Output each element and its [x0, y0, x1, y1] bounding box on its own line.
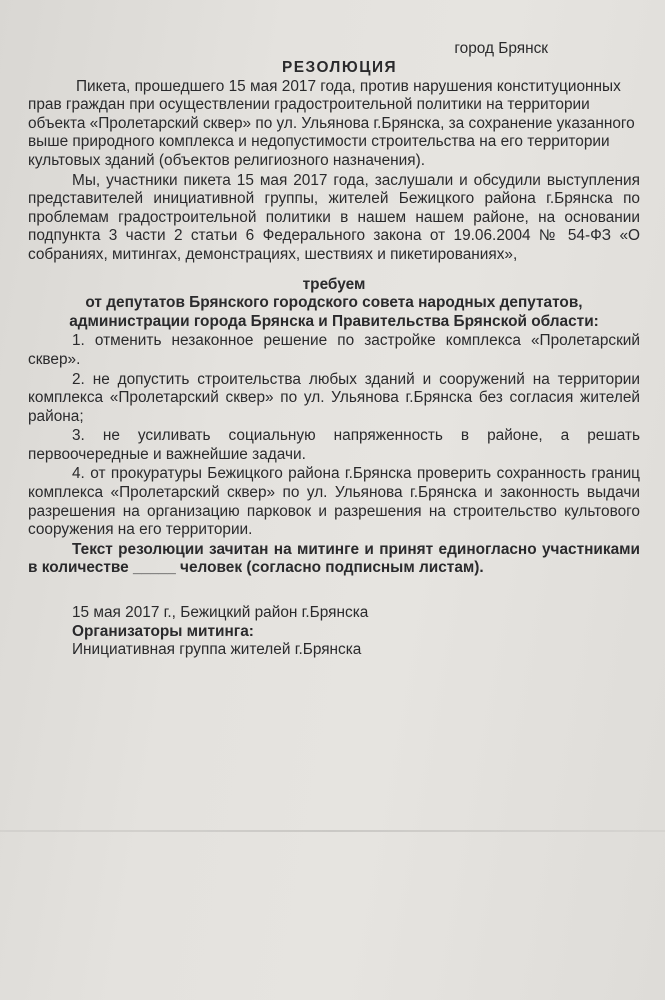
closing-statement: Текст резолюции зачитан на митинге и принят единогласно участниками в количестве _____ человек (согласно подписным листам).	[28, 540, 640, 577]
demand-item-3: 3. не усиливать социальную напряженность в районе, а решать первоочередные и важнейшие задачи.	[28, 427, 640, 463]
demand-target-line-1: от депутатов Брянского городского совета народных депутатов,	[85, 294, 583, 312]
organizers-name: Инициативная группа жителей г.Брянска	[72, 641, 362, 659]
demand-heading: требуем	[302, 275, 366, 293]
resolution-text	[28, 40, 640, 660]
intro-paragraph: Пикета, прошедшего 15 мая 2017 года, против нарушения конституционных прав граждан при осуществлении градостроительной политики на территории объекта «Пролетарский сквер» по ул. Ульянова г.Брянска, за сохранение указанного выше природного комплекса и недопустимости строительства на его территории культовых зданий (объектов религиозного назначения).	[28, 77, 635, 169]
demand-item-4: 4. от прокуратуры Бежицкого района г.Брянска проверить сохранность границ комплекса «Пролетарский сквер» по ул. Ульянова г.Брянска и законность выдачи разрешения на организацию парковок и разрешения на строительство культового сооружения на его территории.	[28, 465, 640, 539]
demand-target-line-2: администрации города Брянска и Правительства Брянской области:	[69, 312, 599, 330]
document-title: РЕЗОЛЮЦИЯ	[282, 58, 398, 76]
organizers-label: Организаторы митинга:	[72, 622, 254, 640]
paper-fold-line	[0, 830, 665, 832]
city-line: город Брянск	[454, 40, 548, 57]
demand-item-2: 2. не допустить строительства любых зданий и сооружений на территории комплекса «Пролетарский сквер» по ул. Ульянова г.Брянска без согласия жителей района;	[28, 370, 640, 425]
signature-date-place: 15 мая 2017 г., Бежицкий район г.Брянска	[72, 604, 369, 622]
body-paragraph: Мы, участники пикета 15 мая 2017 года, заслушали и обсудили выступления представителей инициативной группы, жителей Бежицкого района г.Брянска по проблемам градостроительной политики в нашем нашем районе, на основании подпункта 3 части 2 статьи 6 Федерального закона от 19.06.2004 № 54-ФЗ «О собраниях, митингах, демонстрациях, шествиях и пикетированиях»,	[28, 171, 640, 263]
demand-item-1: 1. отменить незаконное решение по застройке комплекса «Пролетарский сквер».	[28, 332, 640, 368]
